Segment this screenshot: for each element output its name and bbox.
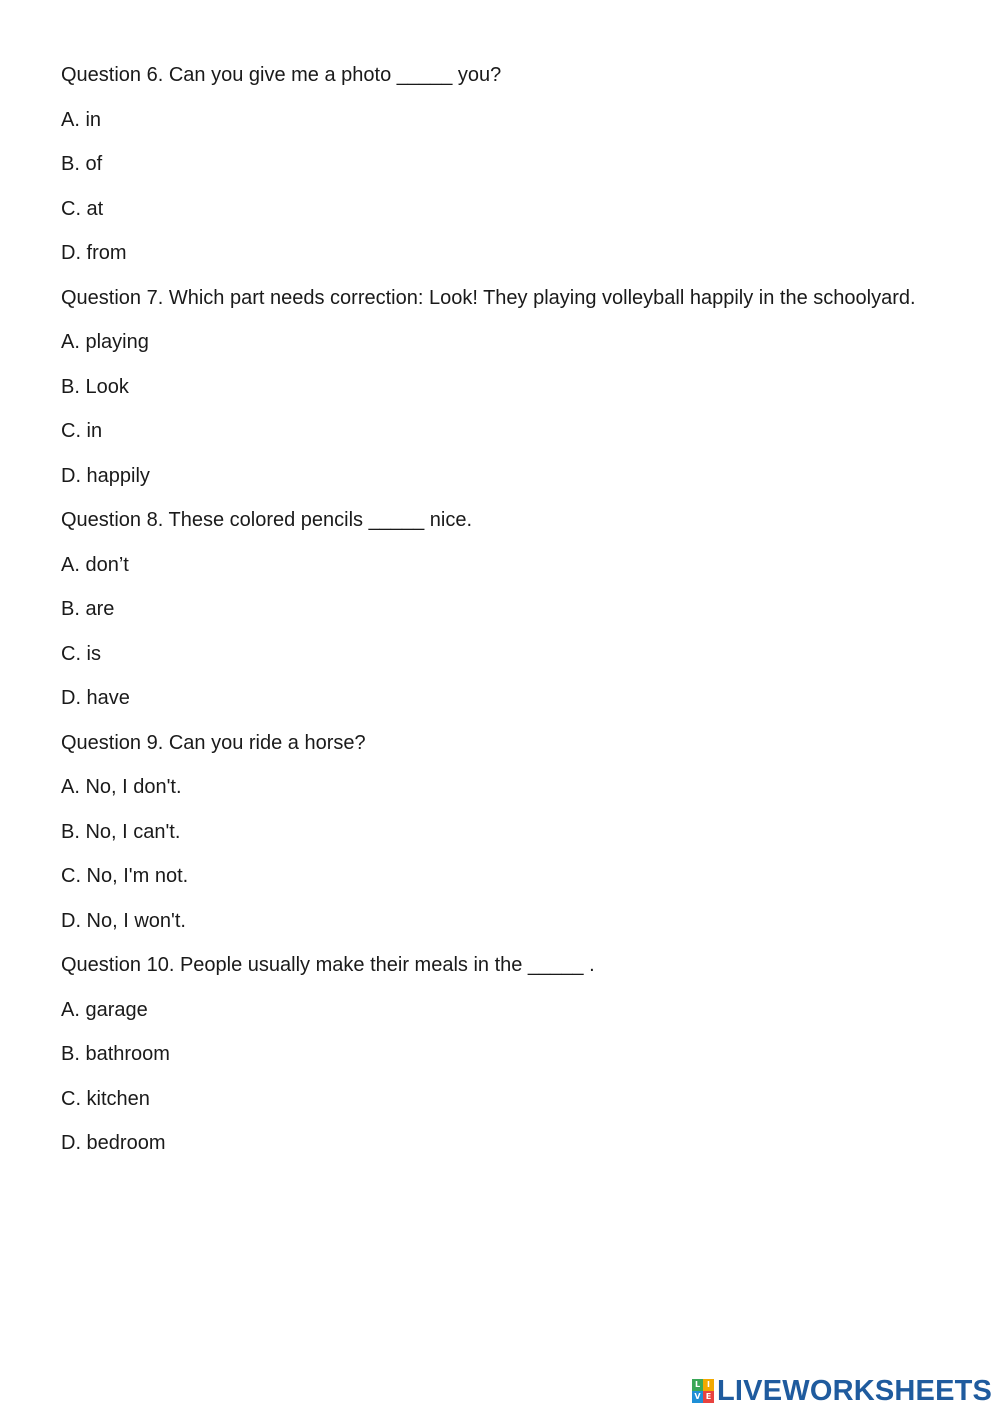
logo-text: LIVEWORKSHEETS xyxy=(717,1375,993,1407)
answer-option-c: C. in xyxy=(61,420,103,442)
answer-option-b: B. of xyxy=(61,153,103,175)
answer-option-b: B. Look xyxy=(61,375,129,398)
question-9 xyxy=(61,728,921,936)
liveworksheets-logo xyxy=(692,1374,992,1408)
liveworksheets-logo-icon xyxy=(692,1379,714,1403)
answer-option-d: D. No, I won't. xyxy=(61,909,186,932)
question-8 xyxy=(61,505,921,713)
question-text: Question 10. People usually make their meals in the _____ . xyxy=(61,954,595,976)
answer-option-b: B. bathroom xyxy=(61,1043,170,1065)
answer-option-b: B. are xyxy=(61,598,115,620)
answer-option-d: D. happily xyxy=(61,464,150,487)
answer-option-c: C. No, I'm not. xyxy=(61,865,189,887)
answer-option-a: A. No, I don't. xyxy=(61,776,182,798)
answer-option-a: A. garage xyxy=(61,998,148,1021)
answer-option-a: A. in xyxy=(61,108,102,131)
answer-option-d: D. have xyxy=(61,687,130,709)
logo-mark-cell: V xyxy=(692,1391,703,1403)
question-10 xyxy=(61,950,921,1158)
answer-option-d: D. from xyxy=(61,242,127,264)
answer-option-d: D. bedroom xyxy=(61,1132,166,1154)
question-text: Question 9. Can you ride a horse? xyxy=(61,731,366,754)
answer-option-c: C. is xyxy=(61,642,101,665)
question-6 xyxy=(61,60,921,268)
answer-option-c: C. kitchen xyxy=(61,1087,150,1110)
question-7 xyxy=(61,283,921,491)
question-text: Question 8. These colored pencils _____ nice. xyxy=(61,509,473,531)
answer-option-b: B. No, I can't. xyxy=(61,820,181,843)
question-text: Question 7. Which part needs correction: Look! They playing volleyball happily in the schoolyard. xyxy=(61,286,916,309)
question-text: Question 6. Can you give me a photo _____ you? xyxy=(61,64,502,86)
logo-mark-cell: E xyxy=(703,1391,714,1403)
answer-option-a: A. playing xyxy=(61,331,149,353)
answer-option-a: A. don’t xyxy=(61,553,129,576)
logo-mark-cell: I xyxy=(703,1379,714,1391)
logo-mark-cell: L xyxy=(692,1379,703,1391)
worksheet-content xyxy=(61,60,921,1173)
answer-option-c: C. at xyxy=(61,197,104,220)
